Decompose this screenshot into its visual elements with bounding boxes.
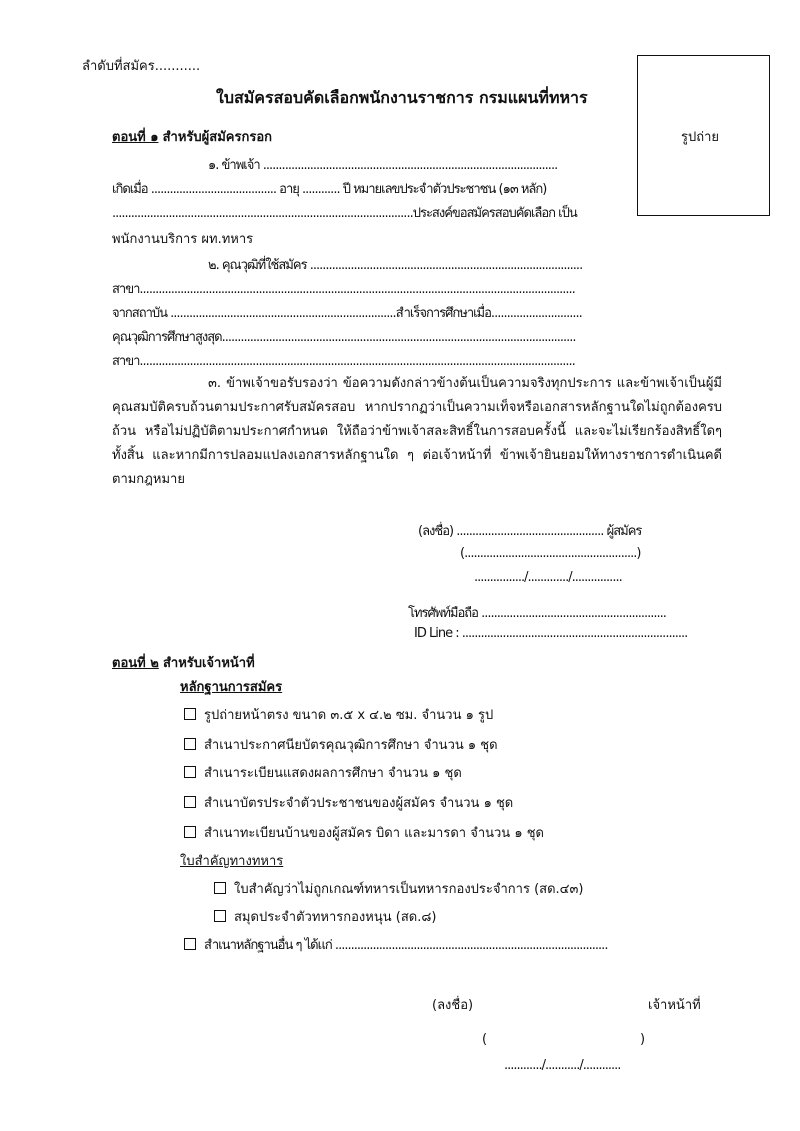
officer-title-label: เจ้าหน้าที่ xyxy=(648,998,701,1013)
highest-major-field[interactable]: สาขา........................................................................................................................................... xyxy=(112,354,575,369)
checkbox[interactable] xyxy=(184,766,196,778)
military-checklist-item[interactable] xyxy=(214,878,583,899)
checklist-item-label: สำเนาประกาศนียบัตรคุณวุฒิการศึกษา จำนวน ๑ ชุด xyxy=(204,738,498,753)
checklist-item-label: สมุดประจำตัวทหารกองหนุน (สด.๘) xyxy=(234,910,437,925)
other-evidence-label: สำเนาหลักฐานอื่น ๆ ได้แก่ ....................................................................................... xyxy=(204,938,608,953)
application-number: ลำดับที่สมัคร........... xyxy=(82,59,201,74)
military-heading: ใบสำคัญทางทหาร xyxy=(180,854,284,869)
checkbox[interactable] xyxy=(214,910,226,922)
checkbox[interactable] xyxy=(184,826,196,838)
military-checklist-item[interactable] xyxy=(214,906,436,927)
part2-number: ตอนที่ ๒ xyxy=(112,656,159,671)
id-number-purpose-field[interactable]: ................................................................................................ประสงค์ขอสมัครสอบคัดเลือก เป็น xyxy=(112,206,577,221)
part1-description: สำหรับผู้สมัครกรอก xyxy=(162,130,272,145)
part2-description: สำหรับเจ้าหน้าที่ xyxy=(162,656,255,671)
checklist-item[interactable] xyxy=(184,704,493,725)
checkbox[interactable] xyxy=(184,796,196,808)
checkbox[interactable] xyxy=(184,938,196,950)
part2-heading xyxy=(112,652,255,673)
page-title: ใบสมัครสอบคัดเลือกพนักงานราชการ กรมแผนที่ทหาร xyxy=(216,88,588,107)
position-text: พนักงานบริการ ผท.ทหาร xyxy=(112,232,254,247)
checklist-item[interactable] xyxy=(184,762,462,783)
officer-name-open-paren: ( xyxy=(482,1032,488,1047)
checklist-item-label: ใบสำคัญว่าไม่ถูกเกณฑ์ทหารเป็นทหารกองประจำการ (สด.๔๓) xyxy=(234,882,584,897)
applicant-sign-date-field[interactable]: ................/............./................ xyxy=(474,570,622,585)
photo-label: รูปถ่าย xyxy=(681,130,720,145)
checkbox[interactable] xyxy=(184,738,196,750)
other-evidence-item[interactable] xyxy=(184,934,607,955)
major-field[interactable]: สาขา........................................................................................................................................... xyxy=(112,282,575,297)
applicant-printed-name-field[interactable]: (.......................................................) xyxy=(460,546,641,561)
checklist-item-label: สำเนาระเบียนแสดงผลการศึกษา จำนวน ๑ ชุด xyxy=(204,766,462,781)
qualification-field[interactable]: ๒. คุณวุฒิที่ใช้สมัคร ....................................................................................... xyxy=(208,258,583,273)
evidence-heading: หลักฐานการสมัคร xyxy=(180,680,283,695)
part1-heading xyxy=(112,126,272,147)
line-id-field[interactable]: ID Line : ........................................................................ xyxy=(414,626,688,641)
photo-box xyxy=(637,55,770,216)
institution-graduation-field[interactable]: จากสถาบัน ........................................................................สำเร็จการศึกษาเมื่อ............................. xyxy=(112,306,582,321)
applicant-name-field[interactable]: ๑. ข้าพเจ้า .............................................................................................. xyxy=(208,158,558,173)
checkbox[interactable] xyxy=(214,882,226,894)
officer-sign-date-field[interactable]: ............/.........../............ xyxy=(504,1058,621,1073)
checklist-item-label: สำเนาบัตรประจำตัวประชาชนของผู้สมัคร จำนวน ๑ ชุด xyxy=(204,796,514,811)
mobile-phone-field[interactable]: โทรศัพท์มือถือ ........................................................... xyxy=(408,606,666,621)
declaration-paragraph: ๓. ข้าพเจ้าขอรับรองว่า ข้อความดังกล่าวข้างต้นเป็นความจริงทุกประการ และข้าพเจ้าเป็นผู้มีคุณสมบัติครบถ้วนตามประกาศรับสมัครสอบ หากปรากฏว่าเป็นความเท็จหรือเอกสารหลักฐานใดไม่ถูกต้องครบถ้วน หรือไม่ปฏิบัติตามประกาศกำหนด ให้ถือว่าข้าพเจ้าสละสิทธิ์ในการสอบครั้งนี้ และจะไม่เรียกร้องสิทธิ์ใดๆ ทั้งสิ้น และหากมีการปลอมแปลงเอกสารหลักฐานใด ๆ ต่อเจ้าหน้าที่ ข้าพเจ้ายินยอมให้ทางราชการดำเนินคดีตามกฎหมาย xyxy=(112,376,722,487)
checkbox[interactable] xyxy=(184,708,196,720)
checklist-item-label: รูปถ่ายหน้าตรง ขนาด ๓.๕ x ๔.๒ ซม. จำนวน ๑ รูป xyxy=(204,708,494,723)
checklist-item[interactable] xyxy=(184,792,513,813)
checklist-item-label: สำเนาทะเบียนบ้านของผู้สมัคร บิดา และมารดา จำนวน ๑ ชุด xyxy=(204,826,544,841)
checklist-item[interactable] xyxy=(184,734,498,755)
checklist-item[interactable] xyxy=(184,822,544,843)
highest-qualification-field[interactable]: คุณวุฒิการศึกษาสูงสุด................................................................................................................. xyxy=(112,330,576,345)
officer-signature-label: (ลงชื่อ) xyxy=(432,998,474,1013)
part1-number: ตอนที่ ๑ xyxy=(112,130,159,145)
birth-age-id-field[interactable]: เกิดเมื่อ ........................................ อายุ ............ ปี หมายเลขประจำตัวประชาชน (๑๓ หลัก) xyxy=(112,182,547,197)
officer-name-close-paren: ) xyxy=(640,1032,646,1047)
applicant-signature-field[interactable]: (ลงชื่อ) ............................................... ผู้สมัคร xyxy=(418,524,642,539)
